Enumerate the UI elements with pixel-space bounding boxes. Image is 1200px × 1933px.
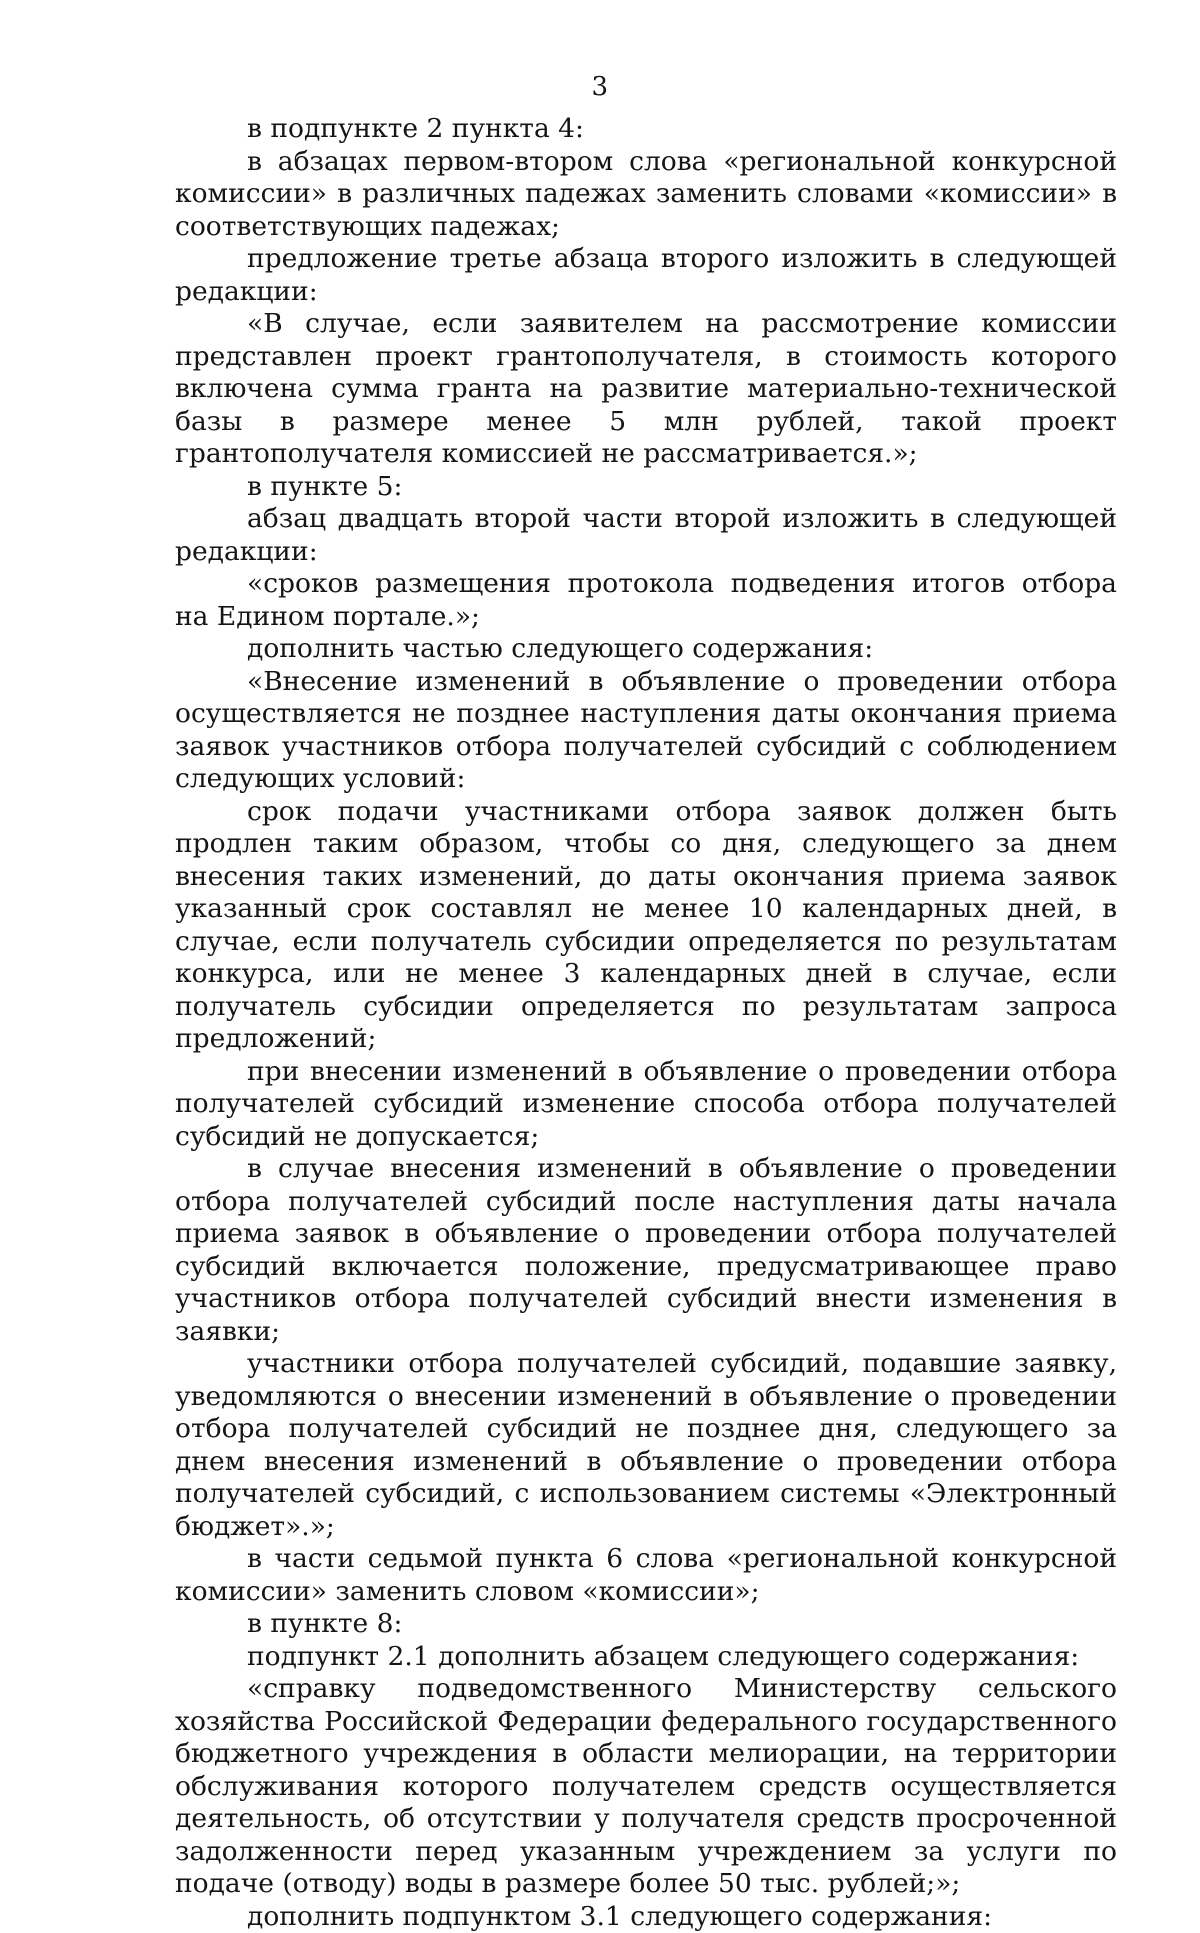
- paragraph-1: в подпункте 2 пункта 4:: [175, 113, 1117, 146]
- paragraph-15: в пункте 8:: [175, 1608, 1117, 1641]
- paragraph-16: подпункт 2.1 дополнить абзацем следующего содержания:: [175, 1641, 1117, 1674]
- paragraph-10: срок подачи участниками отбора заявок должен быть продлен таким образом, чтобы со дня, следующего за днем внесения таких изменений, до даты окончания приема заявок указанный срок составлял не менее 10 календарных дней, в случае, если получатель субсидии определяется по результатам конкурса, или не менее 3 календарных дней в случае, если получатель субсидии определяется по результатам запроса предложений;: [175, 796, 1117, 1056]
- paragraph-14: в части седьмой пункта 6 слова «региональной конкурсной комиссии» заменить словом «комиссии»;: [175, 1543, 1117, 1608]
- document-body: [175, 113, 1117, 1933]
- paragraph-12: в случае внесения изменений в объявление о проведении отбора получателей субсидий после наступления даты начала приема заявок в объявление о проведении отбора получателей субсидий включается положение, предусматривающее право участников отбора получателей субсидий внести изменения в заявки;: [175, 1153, 1117, 1348]
- paragraph-3: предложение третье абзаца второго изложить в следующей редакции:: [175, 243, 1117, 308]
- paragraph-9: «Внесение изменений в объявление о проведении отбора осуществляется не позднее наступления даты окончания приема заявок участников отбора получателей субсидий с соблюдением следующих условий:: [175, 666, 1117, 796]
- paragraph-5: в пункте 5:: [175, 471, 1117, 504]
- paragraph-13: участники отбора получателей субсидий, подавшие заявку, уведомляются о внесении изменений в объявление о проведении отбора получателей субсидий не позднее дня, следующего за днем внесения изменений в объявление о проведении отбора получателей субсидий, с использованием системы «Электронный бюджет».»;: [175, 1348, 1117, 1543]
- paragraph-2: в абзацах первом-втором слова «региональной конкурсной комиссии» в различных падежах заменить словами «комиссии» в соответствующих падежах;: [175, 146, 1117, 244]
- paragraph-7: «сроков размещения протокола подведения итогов отбора на Едином портале.»;: [175, 568, 1117, 633]
- paragraph-17: «справку подведомственного Министерству сельского хозяйства Российской Федерации федерального государственного бюджетного учреждения в области мелиорации, на территории обслуживания которого получателем средств осуществляется деятельность, об отсутствии у получателя средств просроченной задолженности перед указанным учреждением за услуги по подаче (отводу) воды в размере более 50 тыс. рублей;»;: [175, 1673, 1117, 1901]
- paragraph-18: дополнить подпунктом 3.1 следующего содержания:: [175, 1901, 1117, 1933]
- paragraph-4: «В случае, если заявителем на рассмотрение комиссии представлен проект грантополучателя, в стоимость которого включена сумма гранта на развитие материально-технической базы в размере менее 5 млн рублей, такой проект грантополучателя комиссией не рассматривается.»;: [175, 308, 1117, 471]
- page-number: 3: [0, 72, 1200, 102]
- paragraph-11: при внесении изменений в объявление о проведении отбора получателей субсидий изменение способа отбора получателей субсидий не допускается;: [175, 1056, 1117, 1154]
- paragraph-8: дополнить частью следующего содержания:: [175, 633, 1117, 666]
- paragraph-6: абзац двадцать второй части второй изложить в следующей редакции:: [175, 503, 1117, 568]
